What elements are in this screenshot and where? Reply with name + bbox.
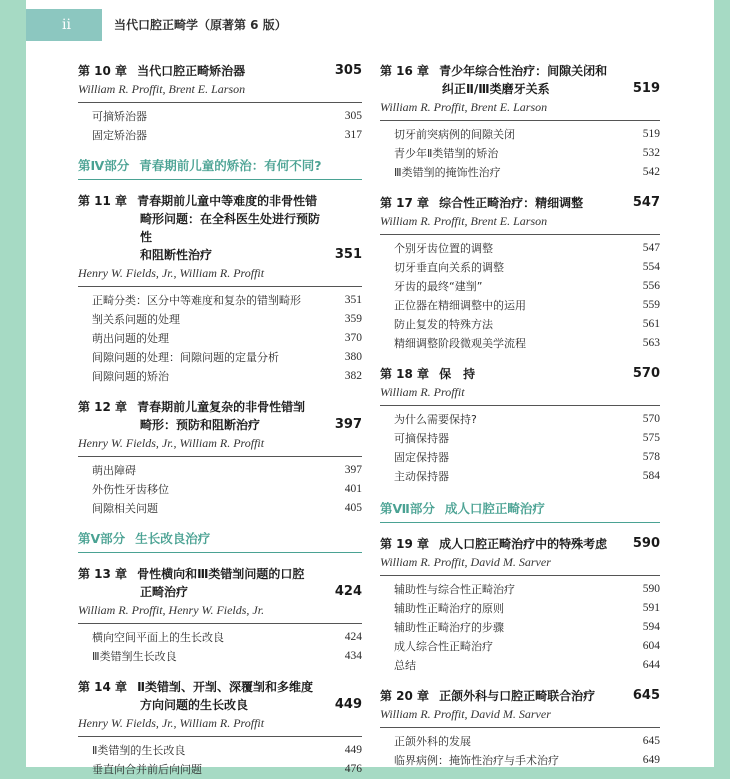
section-entry[interactable] [380, 448, 660, 467]
section-page: 578 [642, 451, 660, 463]
section-entry[interactable] [78, 480, 362, 499]
section-entry[interactable] [78, 741, 362, 760]
chapter-number: 第 20 章 [380, 689, 430, 703]
chapter-heading[interactable] [380, 194, 660, 212]
chapter-title-line-1: 青少年综合性治疗：间隙关闭和 [439, 64, 608, 78]
section-page: 591 [642, 602, 660, 614]
part-title: 成人口腔正畸治疗 [444, 501, 545, 516]
chapter-heading[interactable] [380, 62, 660, 98]
chapter-12 [78, 398, 362, 518]
section-title: 个别牙齿位置的调整 [394, 242, 493, 255]
part-heading-4[interactable] [78, 155, 362, 180]
chapter-title: 当代口腔正畸矫治器 [137, 64, 246, 78]
chapter-title-line-3: 和阻断性治疗 [140, 248, 213, 262]
chapter-page: 424 [334, 584, 362, 599]
section-page: 401 [344, 483, 362, 495]
section-entry[interactable] [78, 367, 362, 386]
chapter-19 [380, 535, 660, 675]
section-page: 424 [344, 631, 362, 643]
toc-left-column [78, 62, 362, 779]
section-title: 辅助性正畸治疗的步骤 [394, 621, 504, 634]
section-title: 外伤性牙齿移位 [92, 483, 169, 496]
chapter-heading[interactable] [78, 678, 362, 714]
section-entry[interactable] [78, 628, 362, 647]
chapter-authors: Henry W. Fields, Jr., William R. Proffit [78, 264, 362, 287]
section-entry[interactable] [380, 410, 660, 429]
chapter-number: 第 13 章 [78, 567, 128, 581]
chapter-title: 综合性正畸治疗：精细调整 [439, 196, 584, 210]
chapter-heading[interactable] [380, 535, 660, 553]
chapter-number: 第 11 章 [78, 194, 128, 208]
chapter-authors: William R. Proffit, Brent E. Larson [380, 98, 660, 121]
chapter-authors: William R. Proffit, David M. Sarver [380, 553, 660, 576]
section-title: 正畸分类：区分中等难度和复杂的错㓥畸形 [92, 294, 301, 307]
section-page: 317 [344, 129, 362, 141]
chapter-title: 成人口腔正畸治疗中的特殊考虑 [439, 537, 608, 551]
section-entry[interactable] [380, 334, 660, 353]
section-entry[interactable] [380, 467, 660, 486]
section-title: 间隙问题的处理：间隙问题的定量分析 [92, 351, 279, 364]
section-page: 649 [642, 754, 660, 766]
section-page: 556 [642, 280, 660, 292]
section-page: 532 [642, 147, 660, 159]
section-entry[interactable] [380, 277, 660, 296]
chapter-heading[interactable] [78, 565, 362, 601]
section-entry[interactable] [380, 125, 660, 144]
chapter-page: 570 [632, 366, 660, 381]
section-page: 542 [642, 166, 660, 178]
section-entry[interactable] [78, 329, 362, 348]
section-page: 559 [642, 299, 660, 311]
running-title: 当代口腔正畸学（原著第 6 版） [114, 18, 287, 32]
section-entry[interactable] [380, 618, 660, 637]
section-title: 临界病例：掩饰性治疗与手术治疗 [394, 754, 559, 767]
section-page: 547 [642, 242, 660, 254]
chapter-number: 第 14 章 [78, 680, 128, 694]
section-title: Ⅲ类错㓥生长改良 [92, 650, 177, 663]
chapter-title: 保 持 [439, 367, 476, 381]
chapter-page: 547 [632, 195, 660, 210]
chapter-number: 第 18 章 [380, 367, 430, 381]
chapter-page: 305 [334, 63, 362, 78]
chapter-14 [78, 678, 362, 779]
section-entry[interactable] [380, 751, 660, 770]
chapter-page: 519 [632, 81, 660, 96]
chapter-authors: William R. Proffit, Brent E. Larson [380, 212, 660, 235]
section-title: 切牙前突病例的间隙关闭 [394, 128, 515, 141]
chapter-heading[interactable] [78, 398, 362, 434]
part-heading-7[interactable] [380, 498, 660, 523]
section-title: 萌出问题的处理 [92, 332, 169, 345]
chapter-authors: William R. Proffit, David M. Sarver [380, 705, 660, 728]
section-title: Ⅱ类错㓥的生长改良 [92, 744, 186, 757]
toc-right-column [380, 62, 660, 770]
chapter-title-line-1: Ⅱ类错㓥、开㓥、深覆㓥和多维度 [137, 680, 313, 694]
section-title: 横向空间平面上的生长改良 [92, 631, 224, 644]
chapter-title-line-2: 正畸治疗 [140, 585, 189, 599]
section-title: 防止复发的特殊方法 [394, 318, 493, 331]
section-page: 561 [642, 318, 660, 330]
chapter-page: 351 [334, 247, 362, 262]
section-title: 青少年Ⅱ类错㓥的矫治 [394, 147, 499, 160]
section-title: 㓥关系问题的处理 [92, 313, 180, 326]
section-page: 380 [344, 351, 362, 363]
chapter-number: 第 10 章 [78, 64, 128, 78]
section-page: 359 [344, 313, 362, 325]
section-entry[interactable] [380, 296, 660, 315]
section-page: 405 [344, 502, 362, 514]
section-title: 为什么需要保持? [394, 413, 477, 426]
chapter-title-line-1: 青春期前儿童中等难度的非骨性错 [137, 194, 318, 208]
chapter-20 [380, 687, 660, 770]
chapter-page: 590 [632, 536, 660, 551]
part-title: 青春期前儿童的矫治：有何不同? [139, 158, 322, 173]
section-entry[interactable] [380, 732, 660, 751]
section-page: 590 [642, 583, 660, 595]
section-title: 总结 [394, 659, 416, 672]
chapter-authors: Henry W. Fields, Jr., William R. Proffit [78, 434, 362, 457]
section-title: 成人综合性正畸治疗 [394, 640, 493, 653]
section-title: 正颌外科的发展 [394, 735, 471, 748]
section-page: 554 [642, 261, 660, 273]
section-entry[interactable] [78, 107, 362, 126]
section-entry[interactable] [380, 637, 660, 656]
section-entry[interactable] [78, 760, 362, 779]
chapter-authors: Henry W. Fields, Jr., William R. Proffit [78, 714, 362, 737]
section-entry[interactable] [380, 599, 660, 618]
chapter-page: 645 [632, 688, 660, 703]
section-title: 精细调整阶段微观美学流程 [394, 337, 526, 350]
section-page: 563 [642, 337, 660, 349]
chapter-10 [78, 62, 362, 145]
chapter-authors: William R. Proffit [380, 383, 660, 406]
part-number: 第Ⅳ部分 [78, 158, 130, 173]
page-header [26, 9, 714, 41]
section-entry[interactable] [78, 348, 362, 367]
section-title: 辅助性与综合性正畸治疗 [394, 583, 515, 596]
section-entry[interactable] [78, 647, 362, 666]
part-heading-5[interactable] [78, 528, 362, 553]
section-entry[interactable] [380, 580, 660, 599]
chapter-page: 449 [334, 697, 362, 712]
section-title: 主动保持器 [394, 470, 449, 483]
section-title: 牙齿的最终“建㓥” [394, 280, 483, 293]
section-entry[interactable] [380, 258, 660, 277]
section-title: 辅助性正畸治疗的原则 [394, 602, 504, 615]
section-page: 382 [344, 370, 362, 382]
chapter-number: 第 17 章 [380, 196, 430, 210]
section-title: 可摘保持器 [394, 432, 449, 445]
section-entry[interactable] [380, 656, 660, 675]
chapter-title-line-2: 畸形问题：在全科医生处进行预防性 [140, 212, 321, 244]
section-title: Ⅲ类错㓥的掩饰性治疗 [394, 166, 501, 179]
part-number: 第Ⅶ部分 [380, 501, 435, 516]
section-page: 370 [344, 332, 362, 344]
chapter-title-line-1: 骨性横向和Ⅲ类错㓥问题的口腔 [137, 567, 305, 581]
section-entry[interactable] [380, 315, 660, 334]
section-entry[interactable] [78, 126, 362, 145]
book-page [26, 0, 714, 776]
section-entry[interactable] [78, 291, 362, 310]
section-page: 476 [344, 763, 362, 775]
section-page: 397 [344, 464, 362, 476]
section-page: 645 [642, 735, 660, 747]
chapter-heading[interactable] [380, 365, 660, 383]
chapter-authors: William R. Proffit, Brent E. Larson [78, 80, 362, 103]
section-page: 305 [344, 110, 362, 122]
chapter-number: 第 12 章 [78, 400, 128, 414]
section-page: 644 [642, 659, 660, 671]
section-title: 间隙相关问题 [92, 502, 158, 515]
chapter-heading[interactable] [78, 192, 362, 264]
section-title: 正位器在精细调整中的运用 [394, 299, 526, 312]
section-title: 间隙问题的矫治 [92, 370, 169, 383]
chapter-page: 397 [334, 417, 362, 432]
section-page: 604 [642, 640, 660, 652]
section-entry[interactable] [380, 239, 660, 258]
section-entry[interactable] [78, 499, 362, 518]
section-entry[interactable] [380, 163, 660, 182]
section-title: 固定矫治器 [92, 129, 147, 142]
chapter-11 [78, 192, 362, 386]
chapter-title-line-2: 纠正Ⅱ/Ⅲ类磨牙关系 [442, 82, 550, 96]
section-page: 434 [344, 650, 362, 662]
chapter-17 [380, 194, 660, 353]
chapter-16 [380, 62, 660, 182]
section-page: 575 [642, 432, 660, 444]
chapter-number: 第 19 章 [380, 537, 430, 551]
section-entry[interactable] [380, 429, 660, 448]
chapter-18 [380, 365, 660, 486]
chapter-heading[interactable] [78, 62, 362, 80]
part-number: 第Ⅴ部分 [78, 531, 126, 546]
section-title: 可摘矫治器 [92, 110, 147, 123]
chapter-heading[interactable] [380, 687, 660, 705]
chapter-number: 第 16 章 [380, 64, 430, 78]
chapter-title-line-2: 畸形：预防和阻断治疗 [140, 418, 261, 432]
chapter-authors: William R. Proffit, Henry W. Fields, Jr. [78, 601, 362, 624]
section-page: 594 [642, 621, 660, 633]
chapter-13 [78, 565, 362, 666]
chapter-title-line-2: 方向问题的生长改良 [140, 698, 249, 712]
section-page: 449 [344, 744, 362, 756]
section-entry[interactable] [78, 461, 362, 480]
section-page: 570 [642, 413, 660, 425]
section-title: 固定保持器 [394, 451, 449, 464]
part-title: 生长改良治疗 [135, 531, 211, 546]
section-title: 切牙垂直向关系的调整 [394, 261, 504, 274]
section-page: 351 [344, 294, 362, 306]
chapter-title: 正颌外科与口腔正畸联合治疗 [439, 689, 596, 703]
section-title: 垂直向合并前后向问题 [92, 763, 202, 776]
section-page: 519 [642, 128, 660, 140]
section-title: 萌出障碍 [92, 464, 136, 477]
section-entry[interactable] [78, 310, 362, 329]
page-number-tab: ii [26, 9, 102, 41]
section-page: 584 [642, 470, 660, 482]
chapter-title-line-1: 青春期前儿童复杂的非骨性错㓥 [137, 400, 306, 414]
section-entry[interactable] [380, 144, 660, 163]
